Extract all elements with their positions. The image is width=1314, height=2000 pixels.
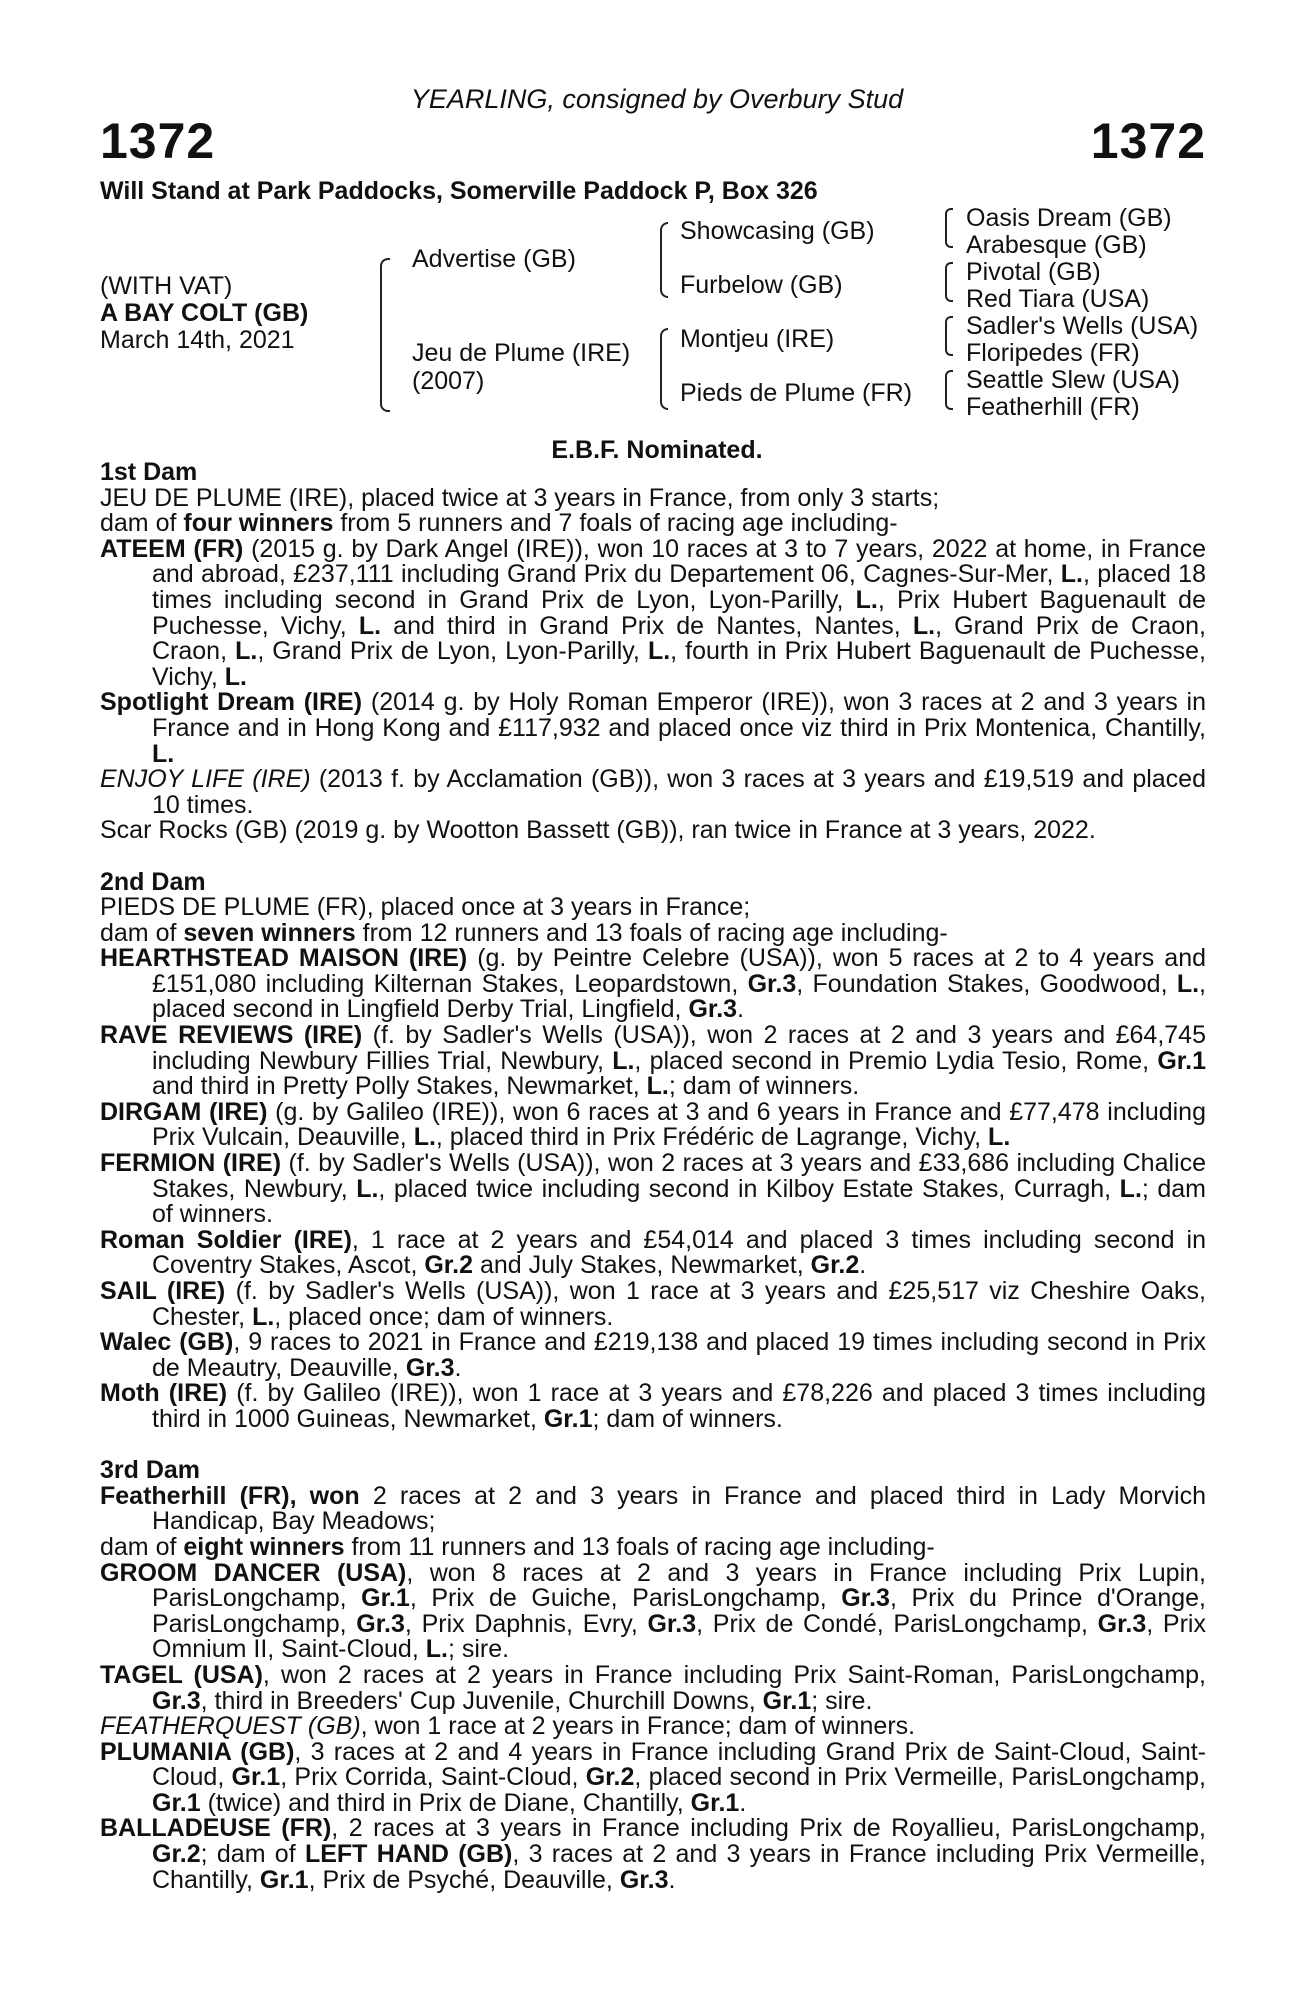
first-dam-line2: dam of four winners from 5 runners and 7 foals of racing age including-: [100, 509, 898, 538]
third-dam-line2: dam of eight winners from 11 runners and 13 foals of racing age including-: [100, 1532, 935, 1561]
progeny-featherquest: FEATHERQUEST (GB), won 1 race at 2 years in France; dam of winners.: [100, 1712, 916, 1741]
gen3-5: Sadler's Wells (USA): [966, 312, 1199, 340]
dam-records: [100, 460, 1206, 1893]
progeny-hearthstead-maison: HEARTHSTEAD MAISON (IRE) (g. by Peintre Celebre (USA)), won 5 races at 2 to 4 years and £151,080 including Kilternan Stakes, Leopardstown, Gr.3, Foundation Stakes, Goodwood, L., placed second in Lingfield Derby Trial, Lingfield, Gr.3.: [100, 944, 1207, 1024]
lot-number-right: 1372: [1090, 113, 1206, 169]
second-dam-heading: 2nd Dam: [100, 867, 206, 896]
gen3-3: Pivotal (GB): [966, 258, 1101, 286]
pedigree-brace-3c: [945, 316, 953, 356]
first-dam-line1: JEU DE PLUME (IRE), placed twice at 3 years in France, from only 3 starts;: [100, 483, 940, 512]
gen2-4: Pieds de Plume (FR): [680, 379, 913, 407]
stand-location: Will Stand at Park Paddocks, Somerville Paddock P, Box 326: [100, 177, 818, 205]
progeny-fermion: FERMION (IRE) (f. by Sadler's Wells (USA)), won 2 races at 3 years and £33,686 including Chalice Stakes, Newbury, L., placed twice including second in Kilboy Estate Stakes, Curragh, L.; dam of winners.: [100, 1149, 1207, 1229]
progeny-dirgam: DIRGAM (IRE) (g. by Galileo (IRE)), won 6 races at 3 and 6 years in France and £77,478 including Prix Vulcain, Deauville, L., placed third in Prix Frédéric de Lagrange, Vichy, L.: [100, 1097, 1206, 1152]
progeny-ateem: ATEEM (FR) (2015 g. by Dark Angel (IRE)), won 10 races at 3 to 7 years, 2022 at home, in France and abroad, £237,111 including Grand Prix du Departement 06, Cagnes-Sur-Mer, L., placed 18 times including second in Grand Prix de Lyon, Lyon-Parilly, L., Prix Hubert Baguenault de Puchesse, Vichy, L. and third in Grand Prix de Nantes, Nantes, L., Grand Prix de Craon, Craon, L., Grand Prix de Lyon, Lyon-Parilly, L., fourth in Prix Hubert Baguenault de Puchesse, Vichy, L.: [100, 534, 1207, 691]
catalogue-subtitle: YEARLING, consigned by Overbury Stud: [410, 84, 904, 114]
progeny-scar-rocks: Scar Rocks (GB) (2019 g. by Wootton Bassett (GB)), ran twice in France at 3 years, 2022.: [100, 816, 1096, 845]
horse-name: A BAY COLT (GB): [100, 299, 309, 327]
pedigree-brace-3b: [945, 262, 953, 302]
first-dam-heading: 1st Dam: [100, 458, 198, 486]
gen2-2: Furbelow (GB): [680, 271, 843, 299]
dam-year: (2007): [412, 367, 485, 395]
progeny-sail: SAIL (IRE) (f. by Sadler's Wells (USA)), won 1 race at 3 years and £25,517 viz Cheshire Oaks, Chester, L., placed once; dam of winners.: [100, 1277, 1206, 1331]
ebf-nominated: E.B.F. Nominated.: [551, 436, 763, 464]
horse-dob: March 14th, 2021: [100, 326, 295, 354]
vat-label: (WITH VAT): [100, 272, 233, 300]
second-dam-line2: dam of seven winners from 12 runners and 13 foals of racing age including-: [100, 918, 948, 947]
pedigree-brace-1: [380, 258, 390, 412]
gen2-3: Montjeu (IRE): [680, 325, 835, 353]
gen3-7: Seattle Slew (USA): [966, 366, 1180, 394]
third-dam-heading: 3rd Dam: [100, 1456, 201, 1485]
second-dam-line1: PIEDS DE PLUME (FR), placed once at 3 years in France;: [100, 893, 751, 922]
third-dam-line1: Featherhill (FR), won 2 races at 2 and 3 years in France and placed third in Lady Morvich Handicap, Bay Meadows;: [100, 1481, 1206, 1536]
progeny-moth: Moth (IRE) (f. by Galileo (IRE)), won 1 race at 3 years and £78,226 and placed 3 times including third in 1000 Guineas, Newmarket, Gr.1; dam of winners.: [100, 1379, 1206, 1433]
progeny-plumania: PLUMANIA (GB), 3 races at 2 and 4 years in France including Grand Prix de Saint-Cloud, Saint-Cloud, Gr.1, Prix Corrida, Saint-Cloud, Gr.2, placed second in Prix Vermeille, ParisLongchamp, Gr.1 (twice) and third in Prix de Diane, Chantilly, Gr.1.: [100, 1737, 1206, 1817]
gen3-2: Arabesque (GB): [966, 231, 1147, 259]
gen2-1: Showcasing (GB): [680, 217, 875, 245]
gen3-6: Floripedes (FR): [966, 339, 1140, 367]
lot-number-left: 1372: [100, 113, 216, 169]
pedigree-brace-3a: [945, 208, 953, 248]
progeny-rave-reviews: RAVE REVIEWS (IRE) (f. by Sadler's Wells (USA)), won 2 races at 2 and 3 years and £64,745 including Newbury Fillies Trial, Newbury, L., placed second in Premio Lydia Tesio, Rome, Gr.1 and third in Pretty Polly Stakes, Newmarket, L.; dam of winners.: [100, 1021, 1206, 1101]
gen3-1: Oasis Dream (GB): [966, 204, 1172, 232]
progeny-tagel: TAGEL (USA), won 2 races at 2 years in France including Prix Saint-Roman, ParisLongchamp, Gr.3, third in Breeders' Cup Juvenile, Churchill Downs, Gr.1; sire.: [100, 1660, 1206, 1715]
progeny-spotlight-dream: Spotlight Dream (IRE) (2014 g. by Holy Roman Emperor (IRE)), won 3 races at 2 and 3 years in France and in Hong Kong and £117,932 and placed once viz third in Prix Montenica, Chantilly, L.: [100, 688, 1207, 768]
sire-name: Advertise (GB): [412, 245, 576, 273]
progeny-roman-soldier: Roman Soldier (IRE), 1 race at 2 years and £54,014 and placed 3 times including second in Coventry Stakes, Ascot, Gr.2 and July Stakes, Newmarket, Gr.2.: [100, 1225, 1206, 1280]
pedigree-brace-3d: [945, 370, 953, 410]
gen3-8: Featherhill (FR): [966, 393, 1140, 421]
progeny-balladeuse: BALLADEUSE (FR), 2 races at 3 years in France including Prix de Royallieu, ParisLongchamp, Gr.2; dam of LEFT HAND (GB), 3 races at 2 and 3 years in France including Prix Vermeille, Chantilly, Gr.1, Prix de Psyché, Deauville, Gr.3.: [100, 1814, 1206, 1894]
dam-name: Jeu de Plume (IRE): [412, 339, 631, 367]
progeny-enjoy-life: ENJOY LIFE (IRE) (2013 f. by Acclamation (GB)), won 3 races at 3 years and £19,519 and placed 10 times.: [100, 765, 1206, 819]
pedigree-brace-2b: [660, 328, 668, 410]
gen3-4: Red Tiara (USA): [966, 285, 1150, 313]
pedigree-brace-2a: [660, 222, 668, 298]
progeny-groom-dancer: GROOM DANCER (USA), won 8 races at 2 and 3 years in France including Prix Lupin, ParisLongchamp, Gr.1, Prix de Guiche, ParisLongchamp, Gr.3, Prix du Prince d'Orange, ParisLongchamp, Gr.3, Prix Daphnis, Evry, Gr.3, Prix de Condé, ParisLongchamp, Gr.3, Prix Omnium II, Saint-Cloud, L.; sire.: [100, 1558, 1206, 1664]
progeny-walec: Walec (GB), 9 races to 2021 in France and £219,138 and placed 19 times including second in Prix de Meautry, Deauville, Gr.3.: [100, 1328, 1207, 1382]
